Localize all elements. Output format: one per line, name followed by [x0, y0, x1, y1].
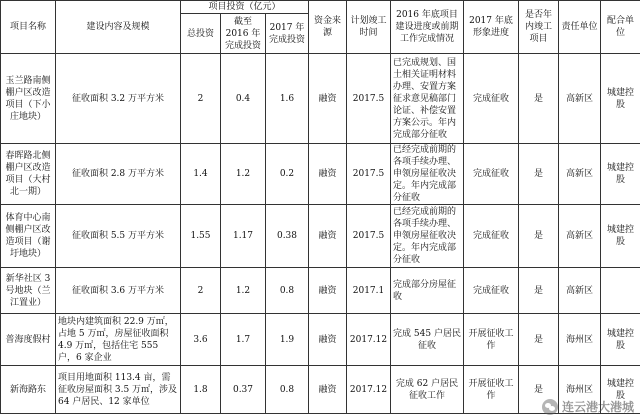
cell-content: 项目用地面积 113.4 亩，需征收房屋面积 3.5 万㎡，涉及 64 户居民、12 家单位 — [56, 366, 181, 414]
cell-funding: 融资 — [309, 268, 347, 314]
cell-coordinating: 城建控股 — [601, 366, 640, 414]
header-coordinating: 配合单位 — [601, 1, 640, 54]
watermark-text: 连云港大港城 — [561, 400, 634, 414]
cell-coordinating: 城建控股 — [601, 144, 640, 205]
header-completion: 计划竣工时间 — [347, 1, 391, 54]
cell-completion: 2017.12 — [347, 366, 391, 414]
cell-responsible: 高新区 — [559, 144, 601, 205]
header-status-2016: 2016 年底项目建设进度或前期工作完成情况 — [391, 1, 464, 54]
cell-name: 春晖路北侧棚户区改造项目（大村北一期） — [1, 144, 56, 205]
cell-responsible: 高新区 — [559, 268, 601, 314]
table-row — [1, 144, 640, 205]
cell-completion: 2017.5 — [347, 205, 391, 268]
cell-status-2016: 完成 62 户居民征收工作 — [391, 366, 464, 414]
cell-by-2016: 1.7 — [221, 314, 266, 366]
cell-total: 3.6 — [181, 314, 221, 366]
cell-total: 1.55 — [181, 205, 221, 268]
cell-plan-2017: 0.8 — [266, 366, 309, 414]
cell-total: 1.8 — [181, 366, 221, 414]
cell-coordinating: 城建控股 — [601, 314, 640, 366]
cell-within-year: 是 — [519, 268, 559, 314]
cell-plan-2017: 0.2 — [266, 144, 309, 205]
cell-name: 普海度假村 — [1, 314, 56, 366]
cell-progress-2017: 完成征收 — [464, 144, 519, 205]
table-row — [1, 268, 640, 314]
cell-within-year: 是 — [519, 314, 559, 366]
cell-name: 体育中心南侧棚户区改造项目（谢圩地块） — [1, 205, 56, 268]
cell-by-2016: 1.17 — [221, 205, 266, 268]
cell-status-2016: 完成 545 户居民征收 — [391, 314, 464, 366]
cell-status-2016: 已经完成前期的各项手续办理、申领房屋征收决定。年内完成部分征收 — [391, 144, 464, 205]
cell-funding: 融资 — [309, 205, 347, 268]
cell-coordinating: 城建控股 — [601, 205, 640, 268]
table-row — [1, 314, 640, 366]
cell-name: 玉兰路南侧棚户区改造项目（下小庄地块） — [1, 54, 56, 144]
cell-plan-2017: 0.8 — [266, 268, 309, 314]
cell-responsible: 海州区 — [559, 366, 601, 414]
cell-content: 征收面积 3.2 万平方米 — [56, 54, 181, 144]
cell-progress-2017: 完成征收 — [464, 205, 519, 268]
cell-status-2016: 已经完成前期的各项手续办理、申领房屋征收决定。年内完成部分征收 — [391, 205, 464, 268]
header-funding: 资金来源 — [309, 1, 347, 54]
header-progress-2017: 2017 年底形象进度 — [464, 1, 519, 54]
cell-status-2016: 已完成规划、国土相关证明材料办理、安置方案征求意见稿部门论证、补偿安置方案公示。年内完成部分征收 — [391, 54, 464, 144]
cell-coordinating — [601, 268, 640, 314]
cell-within-year: 是 — [519, 144, 559, 205]
cell-funding: 融资 — [309, 366, 347, 414]
cell-content: 征收面积 5.5 万平方米 — [56, 205, 181, 268]
cell-progress-2017: 完成征收 — [464, 268, 519, 314]
header-responsible: 责任单位 — [559, 1, 601, 54]
header-within-year: 是否年内竣工项目 — [519, 1, 559, 54]
cell-plan-2017: 1.6 — [266, 54, 309, 144]
cell-by-2016: 0.4 — [221, 54, 266, 144]
cell-responsible: 海州区 — [559, 314, 601, 366]
cell-within-year: 是 — [519, 54, 559, 144]
cell-content: 地块内建筑面积 22.9 万㎡，占地 5 万㎡，房屋征收面积 4.9 万㎡，包括住宅 555 户，6 家企业 — [56, 314, 181, 366]
cell-progress-2017: 完成征收 — [464, 54, 519, 144]
header-investment-group: 项目投资（亿元） — [181, 1, 309, 14]
cell-completion: 2017.1 — [347, 268, 391, 314]
cell-responsible: 高新区 — [559, 54, 601, 144]
cell-progress-2017: 开展征收工作 — [464, 366, 519, 414]
header-total: 总投资 — [181, 14, 221, 54]
cell-content: 征收面积 2.8 万平方米 — [56, 144, 181, 205]
cell-progress-2017: 开展征收工作 — [464, 314, 519, 366]
cell-status-2016: 完成部分房屋征收 — [391, 268, 464, 314]
cell-by-2016: 0.37 — [221, 366, 266, 414]
table-row — [1, 205, 640, 268]
cell-completion: 2017.5 — [347, 144, 391, 205]
cell-funding: 融资 — [309, 144, 347, 205]
cell-by-2016: 1.2 — [221, 268, 266, 314]
cell-name: 新华社区 3 号地块（兰江置业） — [1, 268, 56, 314]
cell-plan-2017: 1.9 — [266, 314, 309, 366]
table-row — [1, 54, 640, 144]
cell-coordinating: 城建控股 — [601, 54, 640, 144]
cell-plan-2017: 0.38 — [266, 205, 309, 268]
cell-completion: 2017.12 — [347, 314, 391, 366]
header-content: 建设内容及规模 — [56, 1, 181, 54]
cell-completion: 2017.5 — [347, 54, 391, 144]
header-plan-2017: 2017 年完成投资 — [266, 14, 309, 54]
cell-within-year: 是 — [519, 366, 559, 414]
cell-name: 新海路东 — [1, 366, 56, 414]
header-by-2016: 截至 2016 年完成投资 — [221, 14, 266, 54]
header-name: 项目名称 — [1, 1, 56, 54]
cell-responsible: 高新区 — [559, 205, 601, 268]
cell-within-year: 是 — [519, 205, 559, 268]
cell-total: 1.4 — [181, 144, 221, 205]
cell-total: 2 — [181, 268, 221, 314]
table-row — [1, 366, 640, 414]
cell-content: 征收面积 3.6 万平方米 — [56, 268, 181, 314]
cell-funding: 融资 — [309, 314, 347, 366]
cell-total: 2 — [181, 54, 221, 144]
cell-by-2016: 1.2 — [221, 144, 266, 205]
cell-funding: 融资 — [309, 54, 347, 144]
